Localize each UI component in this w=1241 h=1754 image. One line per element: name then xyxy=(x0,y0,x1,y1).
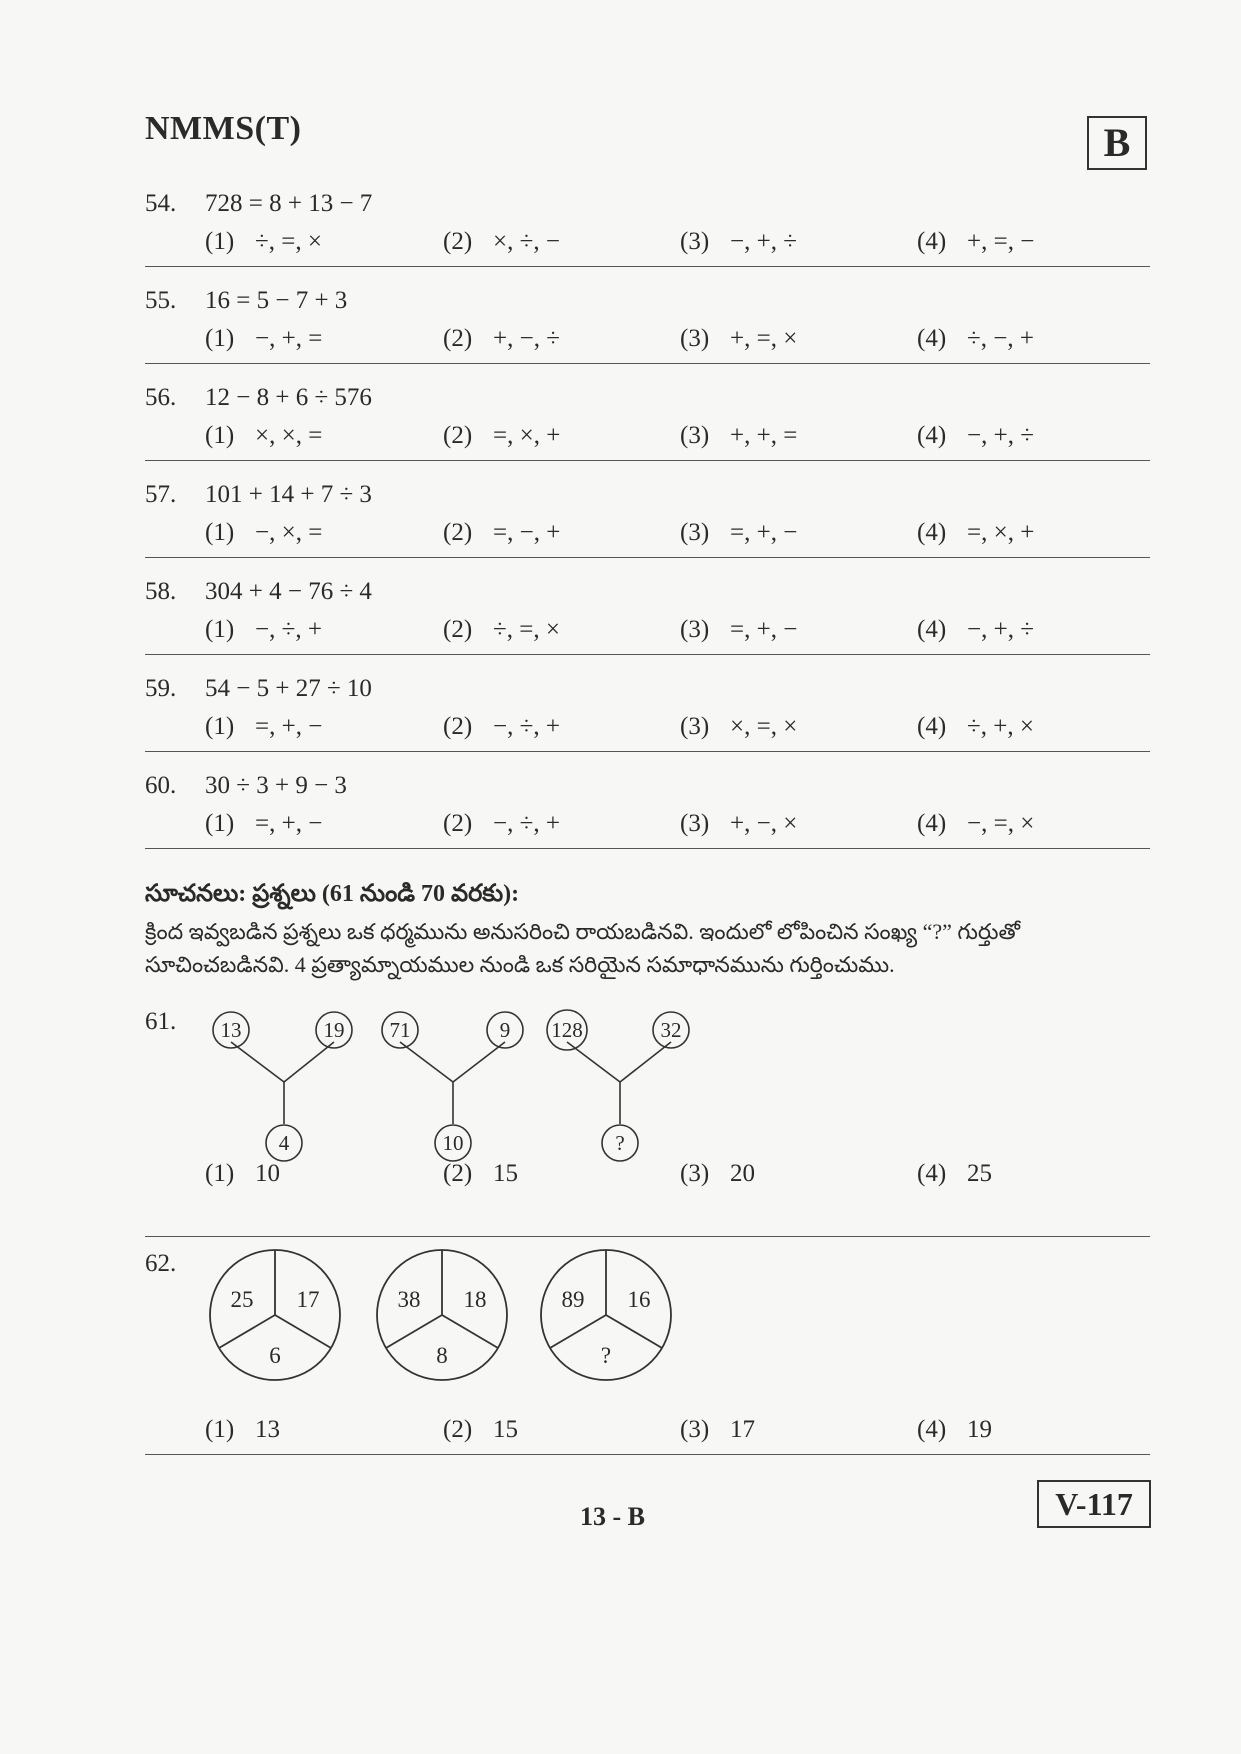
divider xyxy=(145,654,1150,655)
tree-1-bottom-value: 4 xyxy=(278,1131,290,1155)
divider xyxy=(145,751,1150,752)
option-4: (4) ÷, −, + xyxy=(917,325,1034,352)
tree-3-left-value: 128 xyxy=(551,1018,583,1042)
question-text: 101 + 14 + 7 ÷ 3 xyxy=(205,481,372,508)
option-1: (1) 10 xyxy=(205,1160,280,1187)
question-61-options xyxy=(145,1160,1150,1200)
page-header-title: NMMS(T) xyxy=(145,110,302,147)
circle-1-bottom-value: 6 xyxy=(269,1343,281,1368)
option-1: (1) −, +, = xyxy=(205,325,323,352)
question-text: 54 − 5 + 27 ÷ 10 xyxy=(205,675,372,702)
option-3: (3) 17 xyxy=(680,1416,755,1443)
option-2: (2) 15 xyxy=(443,1416,518,1443)
option-4: (4) ÷, +, × xyxy=(917,713,1034,740)
option-4: (4) 25 xyxy=(917,1160,992,1187)
option-3: (3) =, +, − xyxy=(680,616,798,643)
option-3: (3) +, =, × xyxy=(680,325,798,352)
question-number: 58. xyxy=(145,578,177,605)
circle-2-bottom-value: 8 xyxy=(436,1343,448,1368)
tree-2-bottom-value: 10 xyxy=(442,1131,464,1155)
question-text: 12 − 8 + 6 ÷ 576 xyxy=(205,384,372,411)
y-tree-figures xyxy=(195,1000,715,1175)
option-1: (1) 13 xyxy=(205,1416,280,1443)
option-1: (1) −, ÷, + xyxy=(205,616,322,643)
option-3: (3) −, +, ÷ xyxy=(680,228,797,255)
tree-3-right-value: 32 xyxy=(660,1018,682,1042)
divider xyxy=(145,1236,1150,1237)
option-2: (2) −, ÷, + xyxy=(443,713,560,740)
option-1: (1) =, +, − xyxy=(205,810,323,837)
question-number: 57. xyxy=(145,481,177,508)
option-1: (1) =, +, − xyxy=(205,713,323,740)
question-55 xyxy=(145,287,1150,383)
question-number: 54. xyxy=(145,190,177,217)
question-60 xyxy=(145,772,1150,868)
circle-2-right-value: 18 xyxy=(463,1287,487,1312)
option-2: (2) −, ÷, + xyxy=(443,810,560,837)
circle-1-right-value: 17 xyxy=(296,1287,320,1312)
question-57 xyxy=(145,481,1150,577)
option-4: (4) −, =, × xyxy=(917,810,1035,837)
question-text: 728 = 8 + 13 − 7 xyxy=(205,190,373,217)
option-3: (3) +, +, = xyxy=(680,422,798,449)
option-2: (2) +, −, ÷ xyxy=(443,325,560,352)
question-number: 55. xyxy=(145,287,177,314)
tree-1-right-value: 19 xyxy=(323,1018,345,1042)
question-number: 59. xyxy=(145,675,177,702)
option-4: (4) −, +, ÷ xyxy=(917,422,1034,449)
option-1: (1) −, ×, = xyxy=(205,519,323,546)
option-3: (3) 20 xyxy=(680,1160,755,1187)
page-number: 13 - B xyxy=(580,1502,645,1531)
circle-figures xyxy=(200,1240,690,1390)
option-2: (2) 15 xyxy=(443,1160,518,1187)
paper-code-box: V-117 xyxy=(1037,1480,1151,1528)
divider xyxy=(145,557,1150,558)
question-56 xyxy=(145,384,1150,480)
tree-2-right-value: 9 xyxy=(499,1018,511,1042)
tree-3-bottom-value: ? xyxy=(615,1131,625,1155)
tree-2-left-value: 71 xyxy=(389,1018,411,1042)
circle-3-bottom-value: ? xyxy=(600,1343,612,1368)
question-text: 16 = 5 − 7 + 3 xyxy=(205,287,348,314)
divider xyxy=(145,848,1150,849)
option-2: (2) ×, ÷, − xyxy=(443,228,560,255)
option-4: (4) =, ×, + xyxy=(917,519,1035,546)
question-text: 304 + 4 − 76 ÷ 4 xyxy=(205,578,372,605)
option-3: (3) ×, =, × xyxy=(680,713,798,740)
question-62-options xyxy=(145,1416,1150,1456)
divider xyxy=(145,266,1150,267)
option-4: (4) 19 xyxy=(917,1416,992,1443)
question-text: 30 ÷ 3 + 9 − 3 xyxy=(205,772,347,799)
option-2: (2) =, ×, + xyxy=(443,422,561,449)
instructions-heading: సూచనలు: ప్రశ్నలు (61 నుండి 70 వరకు): xyxy=(145,881,520,907)
option-3: (3) +, −, × xyxy=(680,810,798,837)
option-4: (4) +, =, − xyxy=(917,228,1035,255)
question-number: 56. xyxy=(145,384,177,411)
circle-3-left-value: 89 xyxy=(561,1287,585,1312)
option-2: (2) =, −, + xyxy=(443,519,561,546)
option-4: (4) −, +, ÷ xyxy=(917,616,1034,643)
question-59 xyxy=(145,675,1150,771)
divider xyxy=(145,363,1150,364)
divider xyxy=(145,1454,1150,1455)
option-1: (1) ÷, =, × xyxy=(205,228,322,255)
circle-1-left-value: 25 xyxy=(230,1287,254,1312)
instructions-text: క్రింద ఇవ్వబడిన ప్రశ్నలు ఒక ధర్మమును అనుసరించి రాయబడినవి. ఇందులో లోపించిన సంఖ్య “?” గుర్తుతో సూచించబడినవి. 4 ప్రత్యామ్నాయముల నుండి ఒక సరియైన సమాధానమును గుర్తించుము. xyxy=(145,919,1020,977)
question-58 xyxy=(145,578,1150,674)
question-set-box: B xyxy=(1087,116,1147,170)
question-number: 62. xyxy=(145,1250,177,1277)
circle-3-right-value: 16 xyxy=(627,1287,651,1312)
circle-2-left-value: 38 xyxy=(397,1287,421,1312)
option-1: (1) ×, ×, = xyxy=(205,422,323,449)
tree-1-left-value: 13 xyxy=(220,1018,242,1042)
divider xyxy=(145,460,1150,461)
question-54 xyxy=(145,190,1150,286)
question-number: 61. xyxy=(145,1008,177,1035)
option-2: (2) ÷, =, × xyxy=(443,616,560,643)
question-number: 60. xyxy=(145,772,177,799)
option-3: (3) =, +, − xyxy=(680,519,798,546)
